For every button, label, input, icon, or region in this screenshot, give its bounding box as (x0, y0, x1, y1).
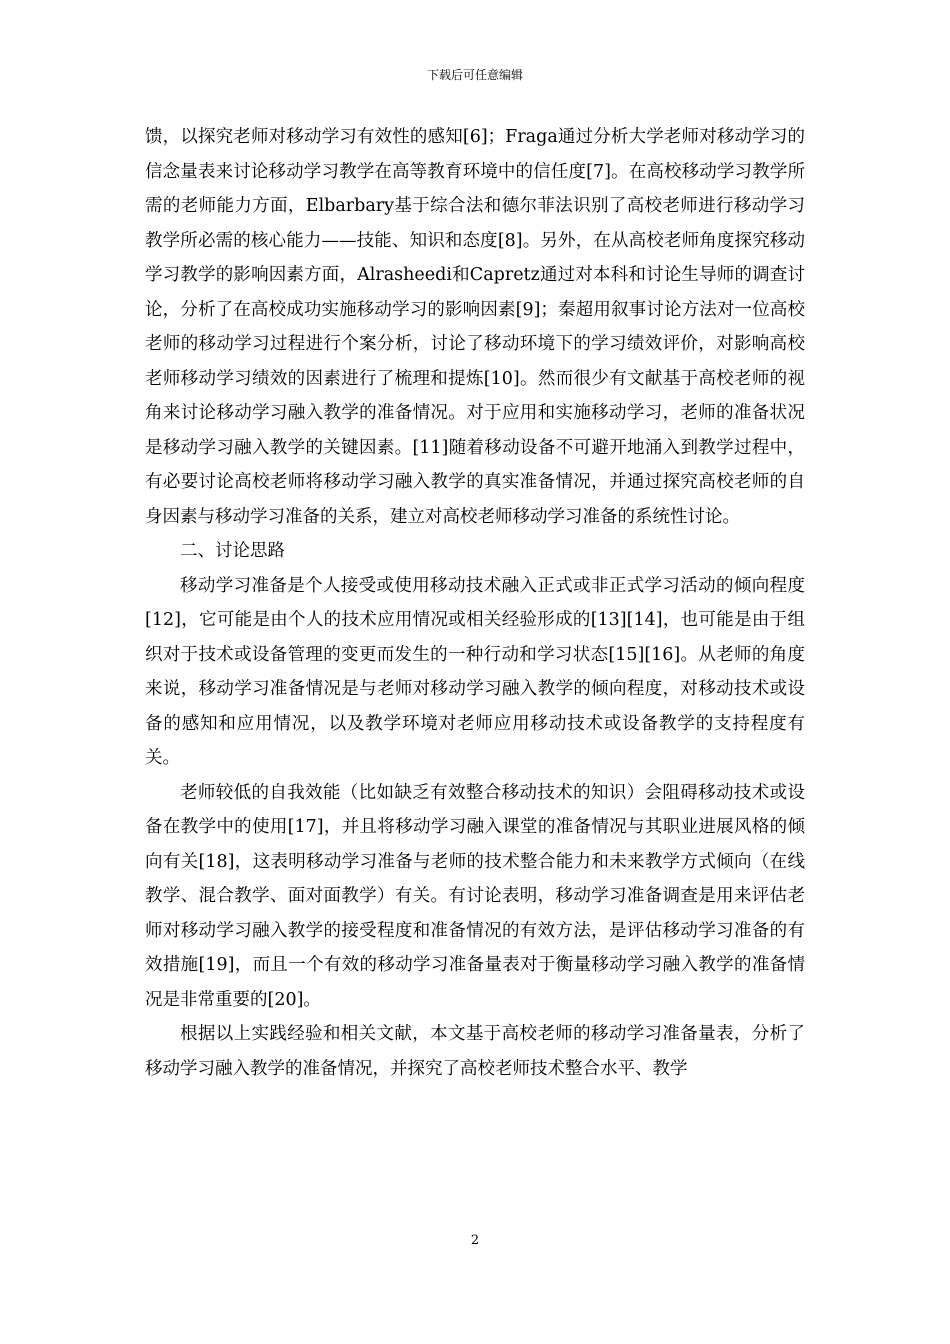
paragraph: 移动学习准备是个人接受或使用移动技术融入正式或非正式学习活动的倾向程度[12]，它可能是由个人的技术应用情况或相关经验形成的[13][14]，也可能是由于组织对于技术或设备管理的变更而发生的一种行动和学习状态[15][16]。从老师的角度来说，移动学习准备情况是与老师对移动学习融入教学的倾向程度，对移动技术或设备的感知和应用情况，以及教学环境对老师应用移动技术或设备教学的支持程度有关。 (145, 575, 805, 768)
page-number: 2 (470, 1233, 480, 1248)
paragraph-continued: 馈，以探究老师对移动学习有效性的感知[6]；Fraga通过分析大学老师对移动学习的信念量表来讨论移动学习教学在高等教育环境中的信任度[7]。在高校移动学习教学所需的老师能力方面，Elbarbary基于综合法和德尔菲法识别了高校老师进行移动学习教学所必需的核心能力——技能、知识和态度[8]。另外，在从高校老师角度探究移动学习教学的影响因素方面，Alrasheedi和Capretz通过对本科和讨论生导师的调查讨论，分析了在高校成功实施移动学习的影响因素[9]；秦超用叙事讨论方法对一位高校老师的移动学习过程进行个案分析，讨论了移动环境下的学习绩效评价，对影响高校老师移动学习绩效的因素进行了梳理和提炼[10]。然而很少有文献基于高校老师的视角来讨论移动学习融入教学的准备情况。对于应用和实施移动学习，老师的准备状况是移动学习融入教学的关键因素。[11]随着移动设备不可避开地涌入到教学过程中，有必要讨论高校老师将移动学习融入教学的真实准备情况，并通过探究高校老师的自身因素与移动学习准备的关系，建立对高校老师移动学习准备的系统性讨论。 (145, 127, 805, 527)
body-text (145, 120, 805, 1086)
page-header: 下载后可任意编辑 (426, 68, 523, 82)
paragraph: 老师较低的自我效能（比如缺乏有效整合移动技术的知识）会阻碍移动技术或设备在教学中的使用[17]，并且将移动学习融入课堂的准备情况与其职业进展风格的倾向有关[18]，这表明移动学习准备与老师的技术整合能力和未来教学方式倾向（在线教学、混合教学、面对面教学）有关。有讨论表明，移动学习准备调查是用来评估老师对移动学习融入教学的接受程度和准备情况的有效方法，是评估移动学习准备的有效措施[19]，而且一个有效的移动学习准备量表对于衡量移动学习融入教学的准备情况是非常重要的[20]。 (145, 782, 805, 1010)
section-heading: 二、讨论思路 (180, 541, 285, 561)
paragraph: 根据以上实践经验和相关文献，本文基于高校老师的移动学习准备量表，分析了移动学习融入教学的准备情况，并探究了高校老师技术整合水平、教学 (145, 1024, 805, 1079)
